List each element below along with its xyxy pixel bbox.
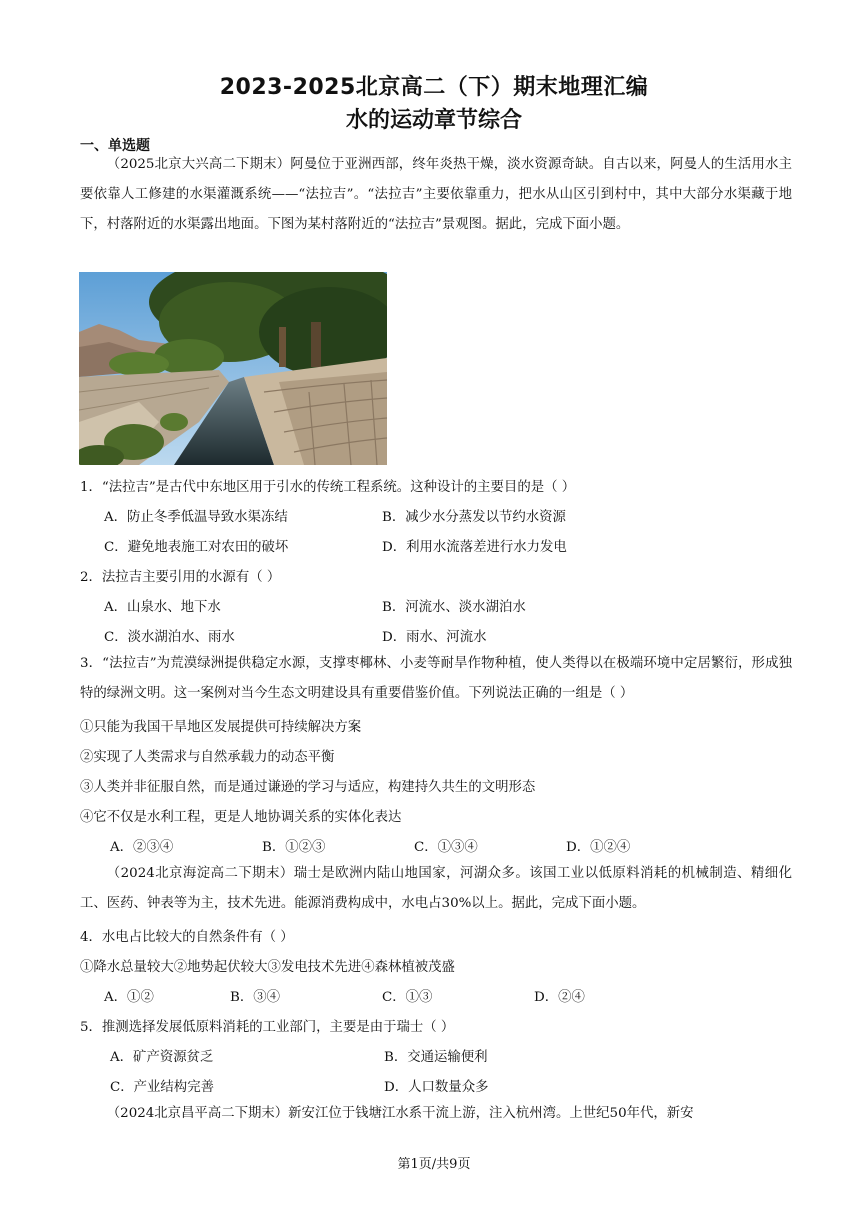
q5-option-a[interactable]: A．矿产资源贫乏 [110, 1050, 214, 1065]
falaj-photo [79, 272, 387, 465]
q3-option-b[interactable]: B．①②③ [262, 840, 326, 855]
q1-option-c[interactable]: C．避免地表施工对农田的破坏 [104, 540, 289, 555]
q2-option-a[interactable]: A．山泉水、地下水 [104, 600, 221, 615]
q3-stem: 3．“法拉吉”为荒漠绿洲提供稳定水源，支撑枣椰林、小麦等耐旱作物种植，使人类得以在极端环境中定居繁衍，形成独特的绿洲文明。这一案例对当今生态文明建设具有重要借鉴价值。下列说法正确的一组是（ ） [80, 656, 792, 701]
q3-statement-1: ①只能为我国干旱地区发展提供可持续解决方案 [80, 720, 362, 735]
q1-stem: 1．“法拉吉”是古代中东地区用于引水的传统工程系统。这种设计的主要目的是（ ） [80, 480, 576, 495]
q3-option-a[interactable]: A．②③④ [110, 840, 174, 855]
q4-stem: 4．水电占比较大的自然条件有（ ） [80, 930, 294, 945]
passage-xinanjiang: （2024北京昌平高二下期末）新安江位于钱塘江水系干流上游，注入杭州湾。上世纪50年代，新安 [106, 1106, 694, 1121]
q1-option-d[interactable]: D．利用水流落差进行水力发电 [382, 540, 567, 555]
q3-statement-3: ③人类并非征服自然，而是通过谦逊的学习与适应，构建持久共生的文明形态 [80, 780, 536, 795]
q4-option-c[interactable]: C．①③ [382, 990, 433, 1005]
q4-statements: ①降水总量较大②地势起伏较大③发电技术先进④森林植被茂盛 [80, 960, 455, 975]
q5-option-d[interactable]: D．人口数量众多 [384, 1080, 489, 1095]
passage-oman: （2025北京大兴高二下期末）阿曼位于亚洲西部，终年炎热干燥，淡水资源奇缺。自古以来，阿曼人的生活用水主要依靠人工修建的水渠灌溉系统——“法拉吉”。“法拉吉”主要依靠重力，把水从山区引到村中，其中大部分水渠藏于地下，村落附近的水渠露出地面。下图为某村落附近的“法拉吉”景观图。据此，完成下面小题。 [80, 157, 792, 232]
q3-statement-4: ④它不仅是水利工程，更是人地协调关系的实体化表达 [80, 810, 402, 825]
q5-option-c[interactable]: C．产业结构完善 [110, 1080, 214, 1095]
q4-option-a[interactable]: A．①② [104, 990, 154, 1005]
passage-switzerland: （2024北京海淀高二下期末）瑞士是欧洲内陆山地国家，河湖众多。该国工业以低原料消耗的机械制造、精细化工、医药、钟表等为主，技术先进。能源消费构成中，水电占30%以上。据此，完成下面小题。 [80, 866, 792, 911]
q2-option-c[interactable]: C．淡水湖泊水、雨水 [104, 630, 235, 645]
q1-option-a[interactable]: A．防止冬季低温导致水渠冻结 [104, 510, 288, 525]
q3-statement-2: ②实现了人类需求与自然承载力的动态平衡 [80, 750, 335, 765]
q3-option-d[interactable]: D．①②④ [566, 840, 631, 855]
document-subtitle: 水的运动章节综合 [345, 108, 522, 133]
q2-option-b[interactable]: B．河流水、淡水湖泊水 [382, 600, 526, 615]
q5-stem: 5．推测选择发展低原料消耗的工业部门，主要是由于瑞士（ ） [80, 1020, 455, 1035]
q1-option-b[interactable]: B．减少水分蒸发以节约水资源 [382, 510, 566, 525]
q4-option-d[interactable]: D．②④ [534, 990, 585, 1005]
q2-option-d[interactable]: D．雨水、河流水 [382, 630, 487, 645]
section-heading: 一、单选题 [80, 138, 150, 154]
document-title: 2023-2025北京高二（下）期末地理汇编 [219, 75, 649, 100]
page-number: 第1页/共9页 [397, 1157, 471, 1172]
q4-option-b[interactable]: B．③④ [230, 990, 281, 1005]
q3-option-c[interactable]: C．①③④ [414, 840, 478, 855]
q2-stem: 2．法拉吉主要引用的水源有（ ） [80, 570, 281, 585]
q5-option-b[interactable]: B．交通运输便利 [384, 1050, 488, 1065]
